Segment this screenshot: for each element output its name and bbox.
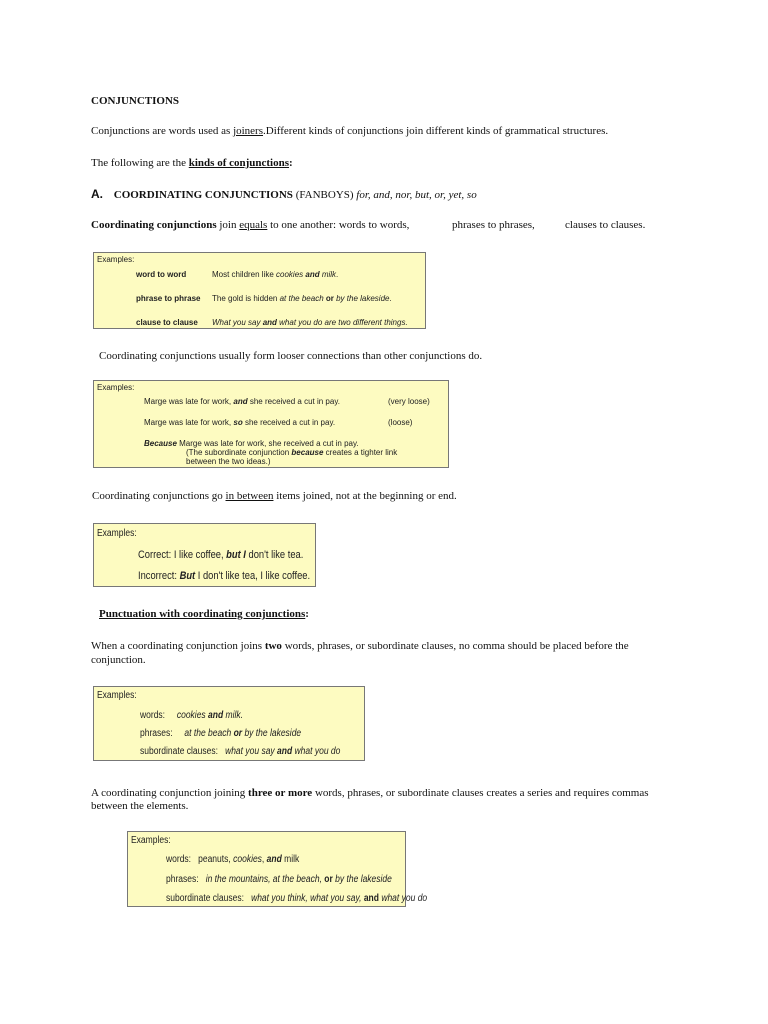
example-label-phrase: phrase to phrase (136, 294, 201, 303)
join-rest: to one another: words to words, (267, 219, 410, 231)
examples-label: Examples: (97, 255, 135, 264)
ex-key: subordinate clauses: (140, 746, 218, 757)
ex-item: milk. (225, 710, 243, 721)
two-text-rest: words, phrases, or subordinate clauses, no comma should be placed before the (281, 640, 629, 652)
ex-text: Correct: I like coffee, (138, 549, 227, 561)
in-between-term: in between (225, 490, 274, 502)
ex-item: what you do (294, 746, 341, 757)
ex-text: Marge was late for work, she received a cut in pay. (176, 439, 359, 448)
ex-item: what you say (225, 746, 275, 757)
examples-box-1 (93, 252, 426, 329)
example-label-clause: clause to clause (136, 318, 198, 327)
ex-item: cookies (176, 710, 206, 721)
join-word: join (216, 219, 240, 231)
ex-conj: and (233, 397, 248, 406)
ex-conj: But (179, 570, 196, 582)
ex-key: phrases: (166, 874, 199, 885)
equals-term: equals (239, 219, 268, 231)
two-paragraph-line-1 (91, 639, 629, 653)
example-words (166, 854, 299, 866)
example-phrases (166, 874, 392, 886)
ex-punct: . (389, 294, 392, 303)
ex-item: at the beach (279, 294, 324, 303)
ex-text: The gold is hidden (212, 294, 280, 303)
punctuation-heading-text: Punctuation with coordinating conjunctions (99, 608, 306, 620)
kinds-intro-text: The following are the (91, 157, 189, 169)
fanboys-list: for, and, nor, but, or, yet, so (356, 189, 477, 201)
intro-paragraph (91, 124, 608, 138)
three-paragraph-line-1 (91, 786, 649, 800)
three-text: A coordinating conjunction joining (91, 787, 249, 799)
ex-item: by the lakeside (244, 728, 302, 739)
phrases-to-phrases: phrases to phrases, (452, 219, 535, 231)
examples-label: Examples: (97, 383, 135, 392)
section-name: COORDINATING CONJUNCTIONS (113, 189, 293, 201)
example-sentence-word (212, 270, 338, 280)
ex-item: cookies (276, 270, 304, 279)
looser-paragraph: Coordinating conjunctions usually form looser connections than other conjunctions do. (99, 350, 483, 362)
ex-text: Marge was late for work, (144, 397, 234, 406)
ex-text: creates a tighter link (323, 448, 398, 457)
two-paragraph-line-2: conjunction. (91, 654, 146, 666)
example-label-word: word to word (136, 270, 187, 279)
examples-label: Examples: (97, 690, 137, 701)
example-clauses (166, 893, 427, 905)
ex-conj: Because (144, 439, 177, 448)
joiners-term: joiners (233, 125, 264, 137)
example-very-loose (144, 397, 340, 407)
ex-text: Marge was late for work, (144, 418, 234, 427)
ex-item: cookies (233, 854, 262, 865)
ex-item: at the beach (184, 728, 232, 739)
examples-box-3 (93, 523, 316, 587)
kinds-term: kinds of conjunctions (188, 157, 290, 169)
kinds-colon: : (289, 157, 293, 169)
three-paragraph-line-2: between the elements. (91, 800, 189, 812)
ex-punct: . (336, 270, 339, 279)
ex-text: (The subordinate conjunction (186, 448, 292, 457)
ex-text: don't like tea. (245, 549, 304, 561)
fanboys-label: (FANBOYS) (292, 189, 357, 201)
ex-conj: and (361, 893, 382, 904)
ex-conj: and (274, 746, 295, 757)
two-term: two (264, 640, 282, 652)
between-text-rest: items joined, not at the beginning or end. (273, 490, 457, 502)
ex-conj: but I (226, 549, 246, 561)
ex-item: what you do (381, 893, 428, 904)
ex-key: words: (166, 854, 192, 865)
ex-conj: and (260, 318, 280, 327)
page-title: CONJUNCTIONS (91, 95, 180, 107)
kinds-intro (91, 156, 293, 170)
ex-item: milk (281, 854, 300, 865)
example-words (140, 710, 243, 722)
ex-text: Incorrect: (138, 570, 180, 582)
ex-conj: because (291, 448, 324, 457)
join-line (91, 218, 409, 232)
clauses-to-clauses: clauses to clauses. (565, 219, 646, 231)
three-text-rest: words, phrases, or subordinate clauses creates a series and requires commas (312, 787, 649, 799)
ex-punct: , (261, 854, 267, 865)
between-paragraph (92, 489, 457, 503)
between-text: Coordinating conjunctions go (92, 490, 226, 502)
example-correct (138, 549, 303, 562)
note-very-loose: (very loose) (388, 397, 430, 406)
intro-text-rest: .Different kinds of conjunctions join different kinds of grammatical structures. (263, 125, 609, 137)
ex-item: What you say (212, 318, 261, 327)
ex-conj: or (321, 874, 336, 885)
example-phrases (140, 728, 301, 740)
ex-item: milk (321, 270, 337, 279)
ex-key: phrases: (140, 728, 173, 739)
ex-key: words: (140, 710, 166, 721)
examples-label: Examples: (97, 528, 137, 539)
example-incorrect (138, 570, 310, 583)
two-text: When a coordinating conjunction joins (91, 640, 265, 652)
ex-conj: or (323, 294, 337, 303)
ex-conj: so (233, 418, 243, 427)
examples-box-5 (127, 831, 428, 907)
example-loose (144, 418, 335, 428)
example-sentence-phrase (212, 294, 392, 304)
section-letter: A. (91, 187, 103, 201)
examples-label: Examples: (131, 835, 171, 846)
ex-text: Most children like (212, 270, 277, 279)
ex-key: subordinate clauses: (166, 893, 244, 904)
join-lead: Coordinating conjunctions (91, 219, 217, 231)
ex-conj: and (303, 270, 322, 279)
ex-item: by the lakeside (335, 874, 392, 885)
ex-conj: or (231, 728, 245, 739)
examples-box-4 (93, 686, 365, 761)
section-a-heading (91, 187, 477, 202)
ex-conj: and (266, 854, 282, 865)
ex-text: are two different things. (322, 318, 408, 327)
ex-item: in the mountains, at the beach, (205, 874, 322, 885)
examples-box-2 (93, 380, 449, 468)
note-loose: (loose) (388, 418, 413, 427)
punctuation-colon: : (305, 608, 309, 620)
intro-text: Conjunctions are words used as (91, 125, 234, 137)
ex-text: she received a cut in pay. (247, 397, 340, 406)
three-term: three or more (248, 787, 313, 799)
ex-text: I don't like tea, I like coffee. (195, 570, 311, 582)
example-clauses (140, 746, 340, 758)
ex-text: she received a cut in pay. (242, 418, 336, 427)
ex-item: what you do (279, 318, 323, 327)
example-sentence-clause (212, 318, 408, 328)
example-because-note-2: between the two ideas.) (186, 457, 271, 466)
ex-item: by the lakeside (336, 294, 390, 303)
punctuation-heading (99, 607, 309, 621)
ex-conj: and (205, 710, 226, 721)
ex-item: what you think, what you say, (251, 893, 362, 904)
ex-item: peanuts, (198, 854, 234, 865)
